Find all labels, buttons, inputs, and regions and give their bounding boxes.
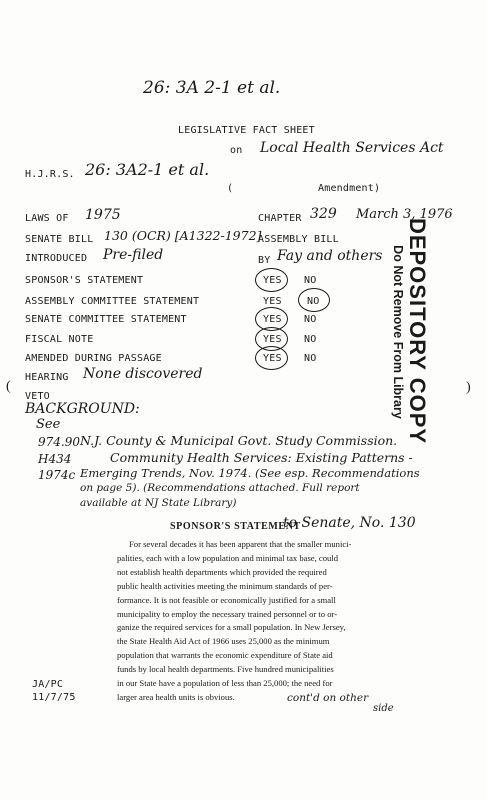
yes-circle-mark	[255, 346, 288, 370]
yes-circle-mark	[255, 268, 288, 292]
hearing-label: HEARING	[25, 372, 69, 383]
statement-heading-note: to Senate, No. 130	[283, 515, 416, 531]
margin-paren-mark: )	[466, 380, 471, 395]
checklist-label: AMENDED DURING PASSAGE	[25, 353, 162, 364]
background-line: available at NJ State Library)	[80, 497, 237, 509]
checklist-label: FISCAL NOTE	[25, 334, 94, 345]
statement-line: formance. It is not feasible or economically justified for a small	[117, 594, 336, 605]
reference-code: H434	[38, 452, 72, 466]
amendment-label: Amendment)	[318, 183, 381, 194]
checklist-yes: YES	[263, 334, 282, 345]
statement-line: palities, each with a low population and minimal tax base, could	[117, 552, 338, 563]
hjrs-label: H.J.R.S.	[25, 169, 75, 180]
statement-line: not establish health departments which provided the required	[117, 566, 327, 577]
checklist-label: ASSEMBLY COMMITTEE STATEMENT	[25, 296, 200, 307]
senate-bill-label: SENATE BILL	[25, 234, 94, 245]
background-see: See	[36, 417, 61, 432]
checklist-no: NO	[304, 353, 317, 364]
reference-text: Emerging Trends, Nov. 1974. (See esp. Recommendations	[80, 466, 420, 480]
checklist-no: NO	[304, 275, 317, 286]
statement-line: larger area health units is obvious.	[117, 691, 235, 702]
checklist-yes: YES	[263, 353, 282, 364]
veto-label: VETO	[25, 391, 50, 402]
statement-line: funds by local health departments. Five hundred municipalities	[117, 664, 334, 675]
checklist-no: NO	[307, 296, 320, 307]
file-number: 26: 3A 2-1 et al.	[143, 78, 281, 98]
reference-text: N.J. County & Municipal Govt. Study Commission.	[80, 433, 398, 448]
checklist-yes: YES	[263, 275, 282, 286]
chapter-date: March 3, 1976	[356, 207, 453, 222]
statement-body	[117, 538, 442, 705]
statement-line: population that warrants the economic expenditure of State aid	[117, 650, 333, 661]
assembly-bill-label: ASSEMBLY BILL	[258, 234, 339, 245]
stamp-line-sub: Do Not Remove From Library	[390, 245, 405, 419]
laws-value: 1975	[85, 207, 121, 223]
footer-date: 11/7/75	[32, 692, 76, 703]
chapter-label: CHAPTER	[258, 213, 302, 224]
introduced-label: INTRODUCED	[25, 253, 88, 264]
checklist-yes: YES	[263, 314, 282, 325]
checklist-label: SENATE COMMITTEE STATEMENT	[25, 314, 187, 325]
statement-line: in our State have a population of less than 25,000; the need for	[117, 678, 333, 689]
introduced-value: Pre-filed	[103, 247, 164, 263]
laws-label: LAWS OF	[25, 213, 69, 224]
statement-line: ganize the required services for a small population. In New Jersey,	[117, 622, 346, 633]
by-value: Fay and others	[277, 248, 383, 264]
continued-note: cont'd on other	[287, 692, 369, 704]
stamp-line-main: DEPOSITORY COPY	[405, 217, 431, 445]
background-line: on page 5). (Recommendations attached. Full report	[80, 482, 360, 494]
checklist-yes: YES	[263, 296, 282, 307]
reference-code: 974.90	[38, 435, 80, 449]
on-label: on	[230, 145, 243, 156]
checklist-no: NO	[304, 334, 317, 345]
statement-heading: SPONSOR'S STATEMENT	[170, 521, 301, 532]
page-title: LEGISLATIVE FACT SHEET	[178, 125, 315, 136]
hjrs-value: 26: 3A2-1 et al.	[85, 160, 210, 179]
checklist-label: SPONSOR'S STATEMENT	[25, 275, 144, 286]
amendment-open: (	[227, 183, 234, 194]
statement-line: the State Health Aid Act of 1966 uses 25,000 as the minimum	[117, 636, 330, 647]
chapter-value: 329	[310, 206, 337, 222]
footer-initials: JA/PC	[32, 679, 64, 690]
checklist-no: NO	[304, 314, 317, 325]
margin-paren-mark: (	[6, 379, 11, 394]
reference-code: 1974c	[38, 468, 76, 482]
act-name: Local Health Services Act	[260, 140, 444, 156]
statement-line: municipality to employ the necessary trained personnel or to or-	[117, 608, 338, 619]
reference-text: Community Health Services: Existing Patterns -	[110, 450, 413, 465]
by-label: BY	[258, 255, 271, 266]
continued-note-side: side	[373, 703, 394, 714]
background-label: BACKGROUND:	[25, 401, 140, 417]
no-circle-mark	[298, 288, 330, 312]
statement-line: public health activities meeting the minimum standards of per-	[117, 580, 333, 591]
statement-line: For several decades it has been apparent that the smaller munici-	[129, 539, 352, 549]
senate-bill-value: 130 (OCR) [A1322-1972]	[104, 228, 262, 243]
hearing-value: None discovered	[83, 366, 203, 382]
